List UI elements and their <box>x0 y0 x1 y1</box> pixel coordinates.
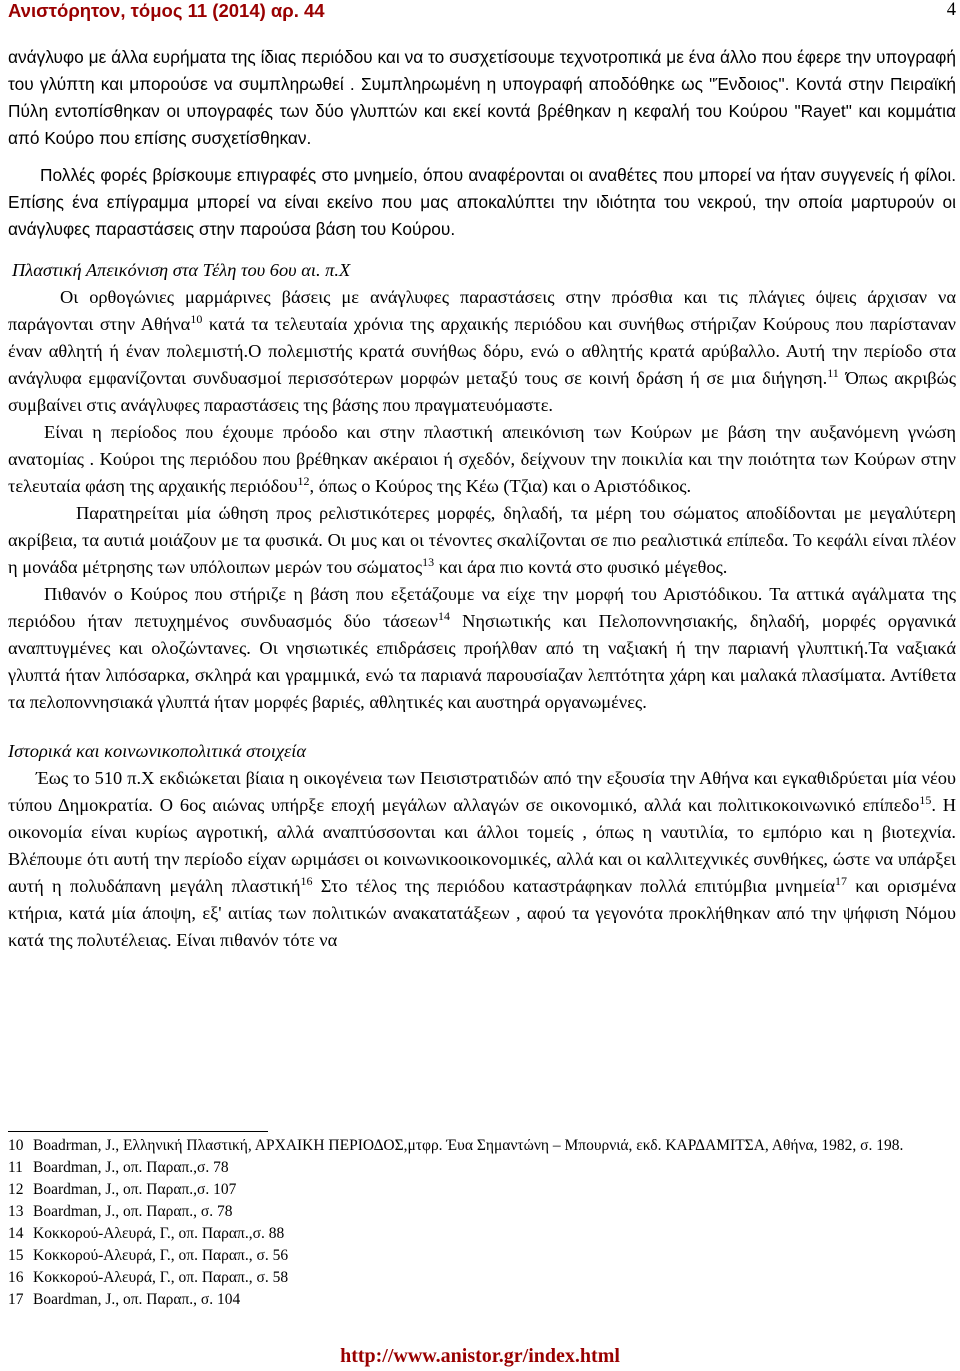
footnote <box>8 1223 956 1245</box>
footnote-number: 17 <box>8 1291 24 1308</box>
footnote-text: Κοκκορού-Αλευρά, Γ., οπ. Παραπ.,σ. 88 <box>33 1225 285 1242</box>
site-link[interactable]: http://www.anistor.gr/index.html <box>340 1345 620 1367</box>
footnote-number: 10 <box>8 1137 24 1154</box>
footnote-ref[interactable]: 10 <box>190 312 203 326</box>
text-run: κατά τα τελευταία χρόνια της αρχαικής περιόδου και συνήθως στήριζαν Κούρους που παρίσταναν έναν αθλητή ή έναν πολεμιστή.Ο πολεμιστής κρατά συνήθως δόρυ, ενώ ο αθλητής κρατά αρύβαλλο. Αυτή την περίοδο στα ανάγλυφα εμφανίζονται συνδυασμοί περισσότερων μορφών μεταξύ τους σε κοινή δράση ή σε μια διήγηση. <box>8 314 956 388</box>
text-run: Είναι η περίοδος που έχουμε πρόοδο και στην πλαστική απεικόνιση των Κούρων με βάση την αυξανόμενη γνώση ανατομίας . Κούροι της περιόδου που βρέθηκαν ακέραιοι ή σχεδόν, δείχνουν την ποικιλία και την ποιότητα των Κούρων στην τελευταία φάση της αρχαικής περιόδου <box>8 422 956 496</box>
footnote-number: 13 <box>8 1203 24 1220</box>
journal-title: Ανιστόρητον, τόμος 11 (2014) αρ. 44 <box>8 0 325 21</box>
paragraph <box>8 419 956 500</box>
footnote-text: Κοκκορού-Αλευρά, Γ., οπ. Παραπ., σ. 56 <box>33 1247 289 1264</box>
footnote <box>8 1201 956 1223</box>
section-heading: Πλαστική Απεικόνιση στα Τέλη του 6ου αι. π.Χ <box>12 260 351 280</box>
text-run: Στο τέλος της περιόδου καταστράφηκαν πολλά επιτύμβια μνημεία <box>312 876 835 896</box>
footnote <box>8 1179 956 1201</box>
paragraph <box>8 162 956 243</box>
text-run: και άρα πιο κοντά στο φυσικό μέγεθος. <box>434 557 728 577</box>
footnote-ref[interactable]: 13 <box>422 555 435 569</box>
paragraph <box>8 765 956 954</box>
footnote-ref[interactable]: 15 <box>919 793 932 807</box>
page-number: 4 <box>946 0 956 20</box>
footnote-text: Boadrman, J., Ελληνική Πλαστική, ΑΡΧΑΙΚΗ ΠΕΡΙΟΔΟΣ,μτφρ. Έυα Σημαντώνη – Μπουρνιά, εκδ. ΚΑΡΔΑΜΙΤΣΑ, Αθήνα, 1982, σ. 198. <box>33 1137 904 1154</box>
footnote-number: 14 <box>8 1225 24 1242</box>
footnote-ref[interactable]: 14 <box>437 609 450 623</box>
footnote-ref[interactable]: 17 <box>835 874 847 888</box>
article-body <box>8 44 956 954</box>
footnote-text: Boardman, J., οπ. Παραπ., σ. 78 <box>33 1203 233 1220</box>
footnote-ref[interactable]: 11 <box>827 366 839 380</box>
sentence: Πολλές φορές βρίσκουμε επιγραφές στο μνημείο, όπου αναφέρονται οι αναθέτες που μπορεί να ήταν συγγενείς ή φίλοι. <box>40 165 956 185</box>
footnote <box>8 1267 956 1289</box>
footnote <box>8 1245 956 1267</box>
text-run: Οι ορθογώνιες μαρμάρινες βάσεις με ανάγλυφες παραστάσεις στην πρόσθια και τις πλάγιες όψεις άρχισαν να παράγονται στην Αθήνα <box>8 287 956 334</box>
footnotes <box>8 1135 956 1311</box>
sentence: Επίσης ένα επίγραμμα μπορεί να είναι εκείνο που μας αποκαλύπτει την ιδιότητα του νεκρού, την οποία μαρτυρούν οι ανάγλυφες παραστάσεις στην παρούσα βάση του Κούρου. <box>8 192 956 239</box>
footnote-number: 15 <box>8 1247 24 1264</box>
footnote-ref[interactable]: 12 <box>297 474 310 488</box>
text-run: Νησιωτικής και Πελοποννησιακής, δηλαδή, μορφές οργανικά αναπτυγμένες και ολοζώντανες. Οι νησιωτικές επιδράσεις προήλθαν από τη ναξιακή ή την παριανή γλυπτική.Τα ναξιακά γλυπτά ήταν λιπόσαρκα, σκληρά και γραμμικά, ενώ τα παριανά παρουσίαζαν λεπτότητα χάρη και μαλακά πλασίματα. Αντίθετα τα πελοποννησιακά γλυπτά ήταν μορφές βαριές, αθλητικές και αυστηρά οργανωμένες. <box>8 611 956 712</box>
paragraph: ανάγλυφο με άλλα ευρήματα της ίδιας περιόδου και να το συσχετίσουμε τεχνοτροπικά με ένα άλλο που έφερε την υπογραφή του γλύπτη και μπορούσε να συμπληρωθεί . Συμπληρωμένη η υπογραφή αποδόθηκε ως "Ένδοιος". Κοντά στην Πειραϊκή Πύλη εντοπίσθηκαν οι υπογραφές των δύο γλυπτών και εκεί κοντά βρέθηκαν η κεφαλή του Κούρου "Rayet" και κομμάτια από Κούρο που επίσης συσχετίσθηκαν. <box>8 47 956 148</box>
footnote-text: Boardman, J., οπ. Παραπ., σ. 104 <box>33 1291 241 1308</box>
text-run: , όπως ο Κούρος της Κέω (Τζια) και ο Αριστόδικος. <box>309 476 692 496</box>
paragraph <box>8 284 956 419</box>
footnote <box>8 1157 956 1179</box>
footnote <box>8 1135 956 1157</box>
text-run: . Η οικονομία είναι κυρίως αγροτική, αλλά αναπτύσσονται και άλλοι τομείς , όπως η ναυτιλία, το εμπόριο και η βιοτεχνία. Βλέπουμε ότι αυτή την περίοδο είχαν ωριμάσει οι κοινωνικοοικονομικές, αλλά και οι καλλιτεχνικές συνθήκες, ώστε να υπάρξει αυτή η πολυδάπανη μεγάλη πλαστική <box>8 795 957 896</box>
footnote-divider <box>8 1131 268 1132</box>
page-header <box>8 0 956 28</box>
footnote-number: 16 <box>8 1269 24 1286</box>
footnote-text: Boardman, J., οπ. Παραπ.,σ. 107 <box>33 1181 237 1198</box>
text-run: Παρατηρείται μία ώθηση προς ρελιστικότερες μορφές, δηλαδή, τα μέρη του σώματος αποδίδονται με μεγαλύτερη ακρίβεια, τα αυτιά μοιάζουν με τα φυσικά. Οι μυς και οι τένοντες σκαλίζονται σε πιο ρεαλιστικά επίπεδα. Το κεφάλι είναι πλέον η μονάδα μέτρησης των υπόλοιπων μερών του σώματος <box>8 503 956 577</box>
footnote-text: Κοκκορού-Αλευρά, Γ., οπ. Παραπ., σ. 58 <box>33 1269 289 1286</box>
footnote-number: 12 <box>8 1181 24 1198</box>
paragraph <box>8 500 956 581</box>
section-heading: Ιστορικά και κοινωνικοπολιτικά στοιχεία <box>8 741 307 761</box>
footnote <box>8 1289 956 1311</box>
paragraph <box>8 581 956 716</box>
text-run: Όπως ακριβώς συμβαίνει στις ανάγλυφες παραστάσεις της βάσης που πραγματευόμαστε. <box>8 368 957 415</box>
footnote-number: 11 <box>8 1159 23 1176</box>
footnote-text: Boardman, J., οπ. Παραπ.,σ. 78 <box>33 1159 229 1176</box>
text-run: Πιθανόν ο Κούρος που στήριζε η βάση που εξετάζουμε να είχε την μορφή του Αριστόδικου. Τα αττικά αγάλματα της περιόδου ήταν πετυχημένος συνδυασμός δύο τάσεων <box>8 584 956 631</box>
text-run: Έως το 510 π.Χ εκδιώκεται βίαια η οικογένεια των Πεισιστρατιδών από την εξουσία την Αθήνα και εγκαθιδρύεται μία νέου τύπου Δημοκρατία. Ο 6ος αιώνας υπήρξε εποχή μεγάλων αλλαγών σε οικονομικό, αλλά και πολιτικοκοινωνικό επίπεδο <box>8 768 956 815</box>
footnote-ref[interactable]: 16 <box>300 874 313 888</box>
text-run: και ορισμένα κτήρια, κατά μία άποψη, εξ' αιτίας των πολιτικών ανακατατάξεων , αφού τα γεγονότα προκλήθηκαν από την ψήφιση Νόμου κατά της πολυτέλειας. Είναι πιθανόν τότε να <box>8 876 956 950</box>
